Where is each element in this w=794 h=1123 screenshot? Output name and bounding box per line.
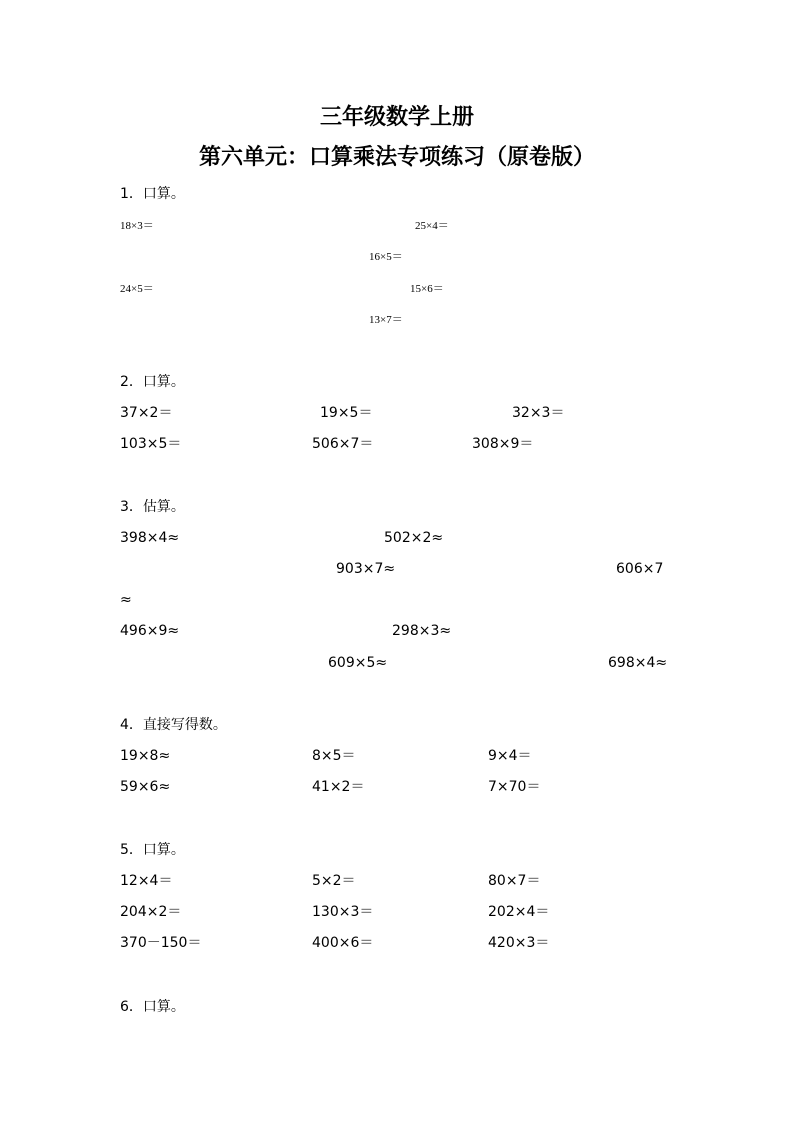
problem: 13×7＝: [369, 314, 403, 326]
section-2-heading: 2．口算。: [120, 374, 185, 390]
problem: 698×4≈: [608, 655, 668, 671]
problem: 5×2＝: [312, 873, 356, 889]
problem: 903×7≈: [336, 561, 396, 577]
problem: 420×3＝: [488, 935, 550, 951]
section-3-heading: 3．估算。: [120, 499, 185, 515]
problem: 37×2＝: [120, 405, 173, 421]
problem: 32×3＝: [512, 405, 565, 421]
problem: 606×7: [616, 561, 664, 577]
problem: 24×5＝: [120, 283, 154, 295]
problem: ≈: [120, 592, 132, 608]
problem: 16×5＝: [369, 251, 403, 263]
problem: 15×6＝: [410, 283, 444, 295]
section-1-heading: 1．口算。: [120, 186, 185, 202]
problem: 308×9＝: [472, 436, 534, 452]
problem: 12×4＝: [120, 873, 173, 889]
problem: 609×5≈: [328, 655, 388, 671]
problem: 398×4≈: [120, 530, 180, 546]
problem: 8×5＝: [312, 748, 356, 764]
problem: 370－150＝: [120, 935, 202, 951]
problem: 103×5＝: [120, 436, 182, 452]
problem: 502×2≈: [384, 530, 444, 546]
problem: 400×6＝: [312, 935, 374, 951]
problem: 298×3≈: [392, 623, 452, 639]
problem: 18×3＝: [120, 220, 154, 232]
problem: 19×5＝: [320, 405, 373, 421]
problem: 130×3＝: [312, 904, 374, 920]
problem: 41×2＝: [312, 779, 365, 795]
section-5-heading: 5．口算。: [120, 842, 185, 858]
problem: 25×4＝: [415, 220, 449, 232]
problem: 80×7＝: [488, 873, 541, 889]
problem: 202×4＝: [488, 904, 550, 920]
problem: 7×70＝: [488, 779, 541, 795]
problem: 506×7＝: [312, 436, 374, 452]
problem: 19×8≈: [120, 748, 171, 764]
page-subtitle: 第六单元：口算乘法专项练习（原卷版）: [198, 145, 595, 170]
problem: 496×9≈: [120, 623, 180, 639]
page-title: 三年级数学上册: [319, 105, 474, 130]
problem: 204×2＝: [120, 904, 182, 920]
section-6-heading: 6．口算。: [120, 999, 185, 1015]
section-4-heading: 4．直接写得数。: [120, 717, 227, 733]
problem: 9×4＝: [488, 748, 532, 764]
problem: 59×6≈: [120, 779, 171, 795]
